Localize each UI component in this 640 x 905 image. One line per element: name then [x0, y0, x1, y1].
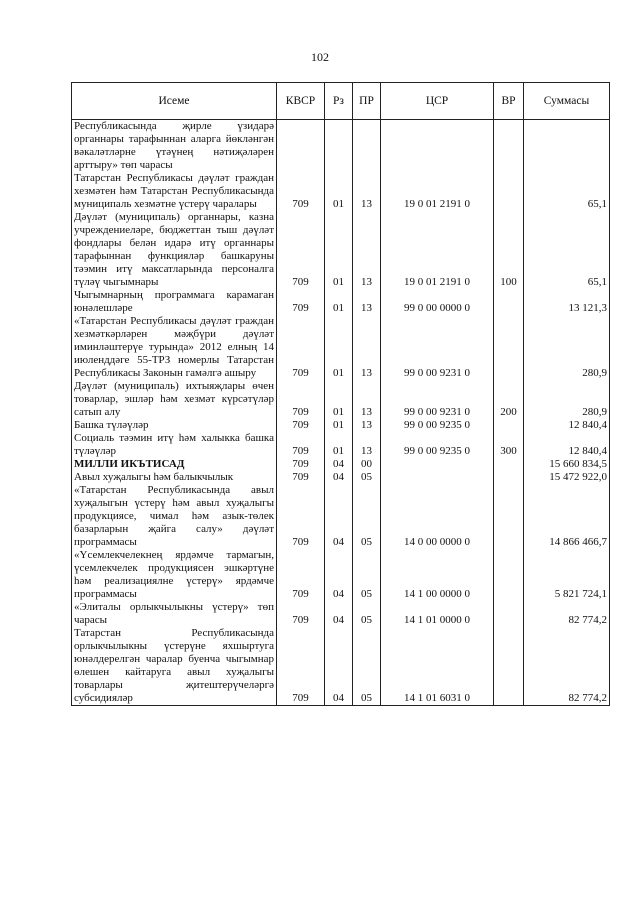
cell-tssr	[381, 458, 494, 471]
cell-name: «Татарстан Республикасы дәүләт граждан хезмәткәрләрен мәҗбүри дәүләт иминләштерүе турында» 2012 елның 14 июленддәге 55-ТРЗ номерлы Татарстан Республикасы Законын гамәлгә ашыру	[72, 315, 277, 380]
table-row	[72, 289, 610, 315]
cell-sum: 12 840,4	[524, 419, 610, 432]
cell-vr: 300	[494, 432, 524, 458]
header-rz: Рз	[325, 83, 353, 120]
cell-sum: 15 472 922,0	[524, 471, 610, 484]
cell-sum: 82 774,2	[524, 601, 610, 627]
cell-kvsr: 709	[277, 419, 325, 432]
cell-rz: 04	[325, 601, 353, 627]
cell-name: Социаль тәэмин итү һәм халыкка башка түләүләр	[72, 432, 277, 458]
cell-sum: 12 840,4	[524, 432, 610, 458]
cell-tssr: 99 0 00 9235 0	[381, 419, 494, 432]
cell-rz: 04	[325, 471, 353, 484]
cell-sum: 65,1	[524, 172, 610, 211]
cell-rz: 01	[325, 315, 353, 380]
table-row	[72, 211, 610, 289]
table-body	[72, 120, 610, 706]
cell-kvsr: 709	[277, 471, 325, 484]
cell-pr: 05	[353, 627, 381, 706]
header-pr: ПР	[353, 83, 381, 120]
cell-kvsr: 709	[277, 211, 325, 289]
cell-rz: 01	[325, 211, 353, 289]
cell-pr: 13	[353, 211, 381, 289]
cell-sum	[524, 120, 610, 173]
table-row	[72, 549, 610, 601]
cell-vr	[494, 627, 524, 706]
cell-name: «Татарстан Республикасында авыл хуҗалыгын үстерү һәм авыл хуҗалыгы продукциясе, чимал һәм азык-төлек базарларын җайга салу» дәүләт программасы	[72, 484, 277, 549]
cell-sum: 280,9	[524, 315, 610, 380]
cell-tssr: 14 1 01 0000 0	[381, 601, 494, 627]
cell-rz: 04	[325, 549, 353, 601]
cell-rz: 01	[325, 380, 353, 419]
cell-name: Дәүләт (муниципаль) органнары, казна учреждениеләре, бюджеттан тыш дәүләт фондлары белән идарә итү органнары тарафыннан функцияләр башкаруны тәэмин итү максатларында персоналга түләү чыгымнары	[72, 211, 277, 289]
table-row	[72, 458, 610, 471]
table-row	[72, 315, 610, 380]
cell-name: «Элиталы орлыкчылыкны үстерү» төп чарасы	[72, 601, 277, 627]
cell-vr	[494, 419, 524, 432]
cell-rz: 04	[325, 484, 353, 549]
table-header-row	[72, 83, 610, 120]
cell-name: Авыл хуҗалыгы һәм балыкчылык	[72, 471, 277, 484]
cell-tssr	[381, 120, 494, 173]
header-kvsr: КВСР	[277, 83, 325, 120]
table-row	[72, 120, 610, 173]
cell-kvsr: 709	[277, 432, 325, 458]
cell-rz: 01	[325, 432, 353, 458]
cell-pr: 13	[353, 432, 381, 458]
cell-sum: 280,9	[524, 380, 610, 419]
cell-sum: 65,1	[524, 211, 610, 289]
cell-vr	[494, 120, 524, 173]
cell-tssr: 99 0 00 0000 0	[381, 289, 494, 315]
cell-tssr: 99 0 00 9235 0	[381, 432, 494, 458]
cell-name: Башка түләүләр	[72, 419, 277, 432]
cell-pr: 05	[353, 471, 381, 484]
cell-kvsr: 709	[277, 627, 325, 706]
cell-pr: 13	[353, 172, 381, 211]
cell-kvsr: 709	[277, 484, 325, 549]
table-row	[72, 627, 610, 706]
cell-name: Дәүләт (муниципаль) ихтыяҗлары өчен товарлар, эшләр һәм хезмәт күрсәтүләр сатып алу	[72, 380, 277, 419]
table-row	[72, 172, 610, 211]
cell-sum: 82 774,2	[524, 627, 610, 706]
table-row	[72, 471, 610, 484]
cell-kvsr: 709	[277, 601, 325, 627]
cell-name: «Үсемлекчелекнең ярдәмче тармагын, үсемлекчелек продукциясен эшкәртүне һәм реализациялне үстерү» ярдәмче программасы	[72, 549, 277, 601]
header-sum: Суммасы	[524, 83, 610, 120]
cell-pr: 13	[353, 419, 381, 432]
cell-name: Республикасында җирле үзидарә органнары тарафыннан аларга йөкләнгән вәкаләтләрне үтәүнең нәтиҗәләрен арттыру» төп чарасы	[72, 120, 277, 173]
cell-kvsr	[277, 120, 325, 173]
cell-pr: 05	[353, 549, 381, 601]
cell-tssr	[381, 471, 494, 484]
cell-rz: 04	[325, 458, 353, 471]
cell-name: МИЛЛИ ИКЪТИСАД	[72, 458, 277, 471]
cell-pr: 00	[353, 458, 381, 471]
header-tssr: ЦСР	[381, 83, 494, 120]
cell-kvsr: 709	[277, 315, 325, 380]
cell-pr: 13	[353, 289, 381, 315]
cell-sum: 15 660 834,5	[524, 458, 610, 471]
header-vr: ВР	[494, 83, 524, 120]
cell-vr	[494, 315, 524, 380]
table-row	[72, 484, 610, 549]
cell-name: Татарстан Республикасы дәүләт граждан хезмәтен һәм Татарстан Республикасында муниципаль хезмәтне үстерү чаралары	[72, 172, 277, 211]
cell-pr: 05	[353, 601, 381, 627]
cell-kvsr: 709	[277, 172, 325, 211]
cell-rz: 04	[325, 627, 353, 706]
cell-rz: 01	[325, 419, 353, 432]
header-name: Исеме	[72, 83, 277, 120]
cell-pr	[353, 120, 381, 173]
page-number: 102	[311, 50, 329, 64]
cell-kvsr: 709	[277, 289, 325, 315]
cell-pr: 05	[353, 484, 381, 549]
cell-kvsr: 709	[277, 549, 325, 601]
table-row	[72, 380, 610, 419]
cell-name: Чыгымнарның программага карамаган юнәлешләре	[72, 289, 277, 315]
cell-tssr: 19 0 01 2191 0	[381, 211, 494, 289]
cell-tssr: 14 1 00 0000 0	[381, 549, 494, 601]
cell-vr	[494, 172, 524, 211]
cell-sum: 5 821 724,1	[524, 549, 610, 601]
cell-sum: 14 866 466,7	[524, 484, 610, 549]
cell-rz: 01	[325, 172, 353, 211]
cell-vr: 100	[494, 211, 524, 289]
cell-rz: 01	[325, 289, 353, 315]
cell-vr: 200	[494, 380, 524, 419]
cell-tssr: 99 0 00 9231 0	[381, 315, 494, 380]
cell-vr	[494, 458, 524, 471]
cell-vr	[494, 289, 524, 315]
cell-sum: 13 121,3	[524, 289, 610, 315]
table-row	[72, 601, 610, 627]
cell-tssr: 19 0 01 2191 0	[381, 172, 494, 211]
cell-tssr: 14 0 00 0000 0	[381, 484, 494, 549]
table-row	[72, 432, 610, 458]
cell-vr	[494, 549, 524, 601]
cell-vr	[494, 601, 524, 627]
cell-vr	[494, 471, 524, 484]
cell-kvsr: 709	[277, 458, 325, 471]
cell-vr	[494, 484, 524, 549]
cell-tssr: 99 0 00 9231 0	[381, 380, 494, 419]
cell-name: Татарстан Республикасында орлыкчылыкны үстерүне яхшыртуга юнәлдерелгән чаралар буенча чыгымнар өлешен кайтаруга авыл хуҗалыгы товарлары җитештерүчеләргә субсидияләр	[72, 627, 277, 706]
table-row	[72, 419, 610, 432]
cell-pr: 13	[353, 380, 381, 419]
cell-rz	[325, 120, 353, 173]
cell-pr: 13	[353, 315, 381, 380]
cell-tssr: 14 1 01 6031 0	[381, 627, 494, 706]
budget-table	[71, 82, 610, 706]
cell-kvsr: 709	[277, 380, 325, 419]
